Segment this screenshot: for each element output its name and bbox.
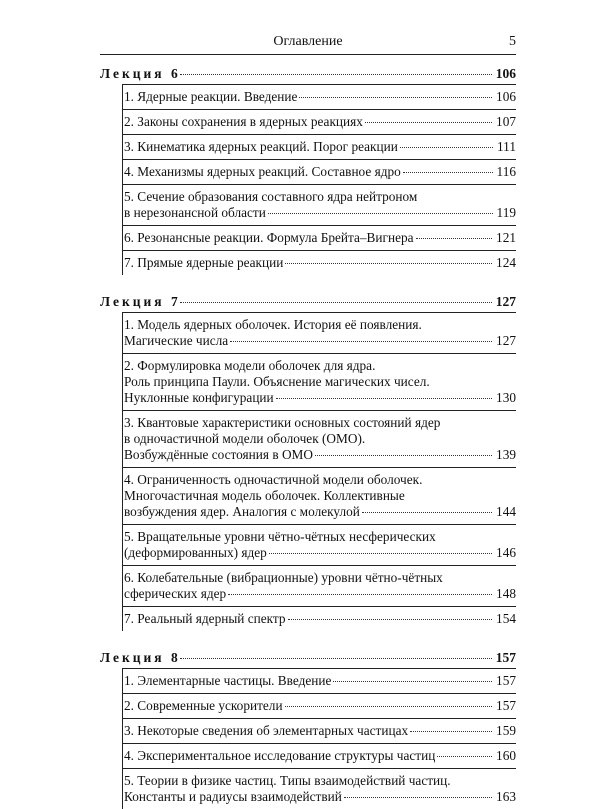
entry-page-number: 111 xyxy=(497,139,516,154)
entry-text-line: Многочастичная модель оболочек. Коллективные xyxy=(124,488,405,503)
dot-leader xyxy=(228,594,492,595)
entry-page-number: 139 xyxy=(496,447,516,462)
dot-leader xyxy=(180,658,492,659)
entry-text-line: 5. Теории в физике частиц. Типы взаимодействий частиц. xyxy=(124,773,451,788)
lecture-heading[interactable] xyxy=(100,648,516,668)
lecture-section xyxy=(100,292,516,631)
entry-text-line: 4. Экспериментальное исследование структуры частиц xyxy=(124,748,436,763)
dot-leader xyxy=(410,731,492,732)
entry-page-number: 116 xyxy=(496,164,516,179)
entry-page-number: 148 xyxy=(496,586,516,601)
entry-text-line: 6. Резонансные реакции. Формула Брейта–Вигнера xyxy=(124,230,414,245)
running-header xyxy=(100,34,516,55)
entry-text-line: в одночастичной модели оболочек (ОМО). xyxy=(124,431,366,446)
entry-text-line: Роль принципа Паули. Объяснение магических чисел. xyxy=(124,374,430,389)
dot-leader xyxy=(400,147,493,148)
entry-page-number: 121 xyxy=(496,230,516,245)
lecture-page-number: 127 xyxy=(495,294,516,309)
lecture-heading[interactable] xyxy=(100,292,516,312)
entry-page-number: 127 xyxy=(496,333,516,348)
entry-page-number: 106 xyxy=(496,89,516,104)
entry-text-line: 1. Элементарные частицы. Введение xyxy=(124,673,332,688)
dot-leader xyxy=(180,74,492,75)
entry-last-line xyxy=(124,723,516,739)
toc-entry[interactable] xyxy=(123,84,516,109)
lecture-number: 6 xyxy=(170,66,178,81)
toc-entry[interactable] xyxy=(123,718,516,743)
lecture-number: 8 xyxy=(170,650,178,665)
lecture-section xyxy=(100,64,516,275)
entry-text-line: 5. Сечение образования составного ядра нейтроном xyxy=(124,189,418,204)
entry-list xyxy=(122,668,516,809)
entry-text-line: 3. Некоторые сведения об элементарных частицах xyxy=(124,723,409,738)
dot-leader xyxy=(365,122,492,123)
entry-text-line: 2. Формулировка модели оболочек для ядра. xyxy=(124,358,376,373)
entry-text-line: Нуклонные конфигурации xyxy=(124,390,274,405)
toc-entry[interactable] xyxy=(123,524,516,565)
toc-entry[interactable] xyxy=(123,606,516,631)
entry-last-line xyxy=(124,230,516,246)
dot-leader xyxy=(288,619,493,620)
entry-text-line: 4. Ограниченность одночастичной модели оболочек. xyxy=(124,472,423,487)
entry-last-line xyxy=(124,586,516,602)
entry-last-line xyxy=(124,789,516,805)
entry-text-line: Возбуждённые состояния в ОМО xyxy=(124,447,313,462)
dot-leader xyxy=(333,681,492,682)
header-title: Оглавление xyxy=(273,34,343,49)
entry-last-line xyxy=(124,333,516,349)
dot-leader xyxy=(344,797,492,798)
entry-text-line: 7. Прямые ядерные реакции xyxy=(124,255,284,270)
toc-entry[interactable] xyxy=(123,768,516,809)
entry-last-line xyxy=(124,673,516,689)
lecture-number: 7 xyxy=(170,294,178,309)
toc-entry[interactable] xyxy=(123,743,516,768)
toc-entry[interactable] xyxy=(123,225,516,250)
toc-entry[interactable] xyxy=(123,668,516,693)
entry-text-line: 5. Вращательные уровни чётно-чётных несферических xyxy=(124,529,436,544)
lecture-page-number: 157 xyxy=(495,650,516,665)
entry-page-number: 124 xyxy=(496,255,516,270)
dot-leader xyxy=(315,455,492,456)
toc-entry[interactable] xyxy=(123,565,516,606)
entry-page-number: 163 xyxy=(496,789,516,804)
dot-leader xyxy=(180,302,492,303)
toc-entry[interactable] xyxy=(123,467,516,524)
entry-text-line: 2. Современные ускорители xyxy=(124,698,283,713)
lecture-label: Лекция xyxy=(100,294,165,309)
lecture-label: Лекция xyxy=(100,66,165,81)
entry-page-number: 159 xyxy=(496,723,516,738)
dot-leader xyxy=(403,172,493,173)
entry-last-line xyxy=(124,89,516,105)
entry-last-line xyxy=(124,504,516,520)
toc-entry[interactable] xyxy=(123,250,516,275)
entry-text-line: 1. Модель ядерных оболочек. История её появления. xyxy=(124,317,422,332)
toc-entry[interactable] xyxy=(123,410,516,467)
header-page-number: 5 xyxy=(509,34,516,49)
entry-last-line xyxy=(124,139,516,155)
entry-list xyxy=(122,84,516,275)
entry-last-line xyxy=(124,447,516,463)
entry-last-line xyxy=(124,698,516,714)
toc-entry[interactable] xyxy=(123,312,516,353)
entry-page-number: 160 xyxy=(496,748,516,763)
entry-page-number: 157 xyxy=(496,673,516,688)
toc-entry[interactable] xyxy=(123,134,516,159)
entry-last-line xyxy=(124,545,516,561)
dot-leader xyxy=(285,706,492,707)
entry-text-line: 7. Реальный ядерный спектр xyxy=(124,611,286,626)
entry-last-line xyxy=(124,611,516,627)
entry-page-number: 107 xyxy=(496,114,516,129)
entry-last-line xyxy=(124,164,516,180)
dot-leader xyxy=(437,756,492,757)
entry-text-line: 2. Законы сохранения в ядерных реакциях xyxy=(124,114,363,129)
entry-page-number: 146 xyxy=(496,545,516,560)
lecture-section xyxy=(100,648,516,809)
entry-page-number: 154 xyxy=(496,611,516,626)
entry-last-line xyxy=(124,748,516,764)
dot-leader xyxy=(362,512,492,513)
entry-last-line xyxy=(124,255,516,271)
dot-leader xyxy=(268,213,493,214)
entry-page-number: 119 xyxy=(496,205,516,220)
entry-text-line: 4. Механизмы ядерных реакций. Составное ядро xyxy=(124,164,401,179)
lecture-heading[interactable] xyxy=(100,64,516,84)
entry-text-line: Константы и радиусы взаимодействий xyxy=(124,789,342,804)
entry-page-number: 144 xyxy=(496,504,516,519)
toc-entry[interactable] xyxy=(123,159,516,184)
lecture-label: Лекция xyxy=(100,650,165,665)
table-of-contents xyxy=(100,64,516,809)
entry-list xyxy=(122,312,516,631)
entry-text-line: сферических ядер xyxy=(124,586,227,601)
dot-leader xyxy=(416,238,492,239)
entry-text-line: в нерезонансной области xyxy=(124,205,266,220)
toc-entry[interactable] xyxy=(123,353,516,410)
entry-text-line: 1. Ядерные реакции. Введение xyxy=(124,89,298,104)
entry-text-line: 3. Квантовые характеристики основных состояний ядер xyxy=(124,415,441,430)
entry-page-number: 130 xyxy=(496,390,516,405)
dot-leader xyxy=(276,398,492,399)
entry-text-line: 6. Колебательные (вибрационные) уровни чётно-чётных xyxy=(124,570,443,585)
entry-page-number: 157 xyxy=(496,698,516,713)
lecture-page-number: 106 xyxy=(495,66,516,81)
entry-text-line: Магические числа xyxy=(124,333,229,348)
entry-text-line: возбуждения ядер. Аналогия с молекулой xyxy=(124,504,360,519)
entry-text-line: (деформированных) ядер xyxy=(124,545,267,560)
dot-leader xyxy=(299,97,492,98)
entry-last-line xyxy=(124,205,516,221)
toc-entry[interactable] xyxy=(123,109,516,134)
dot-leader xyxy=(269,553,492,554)
entry-last-line xyxy=(124,114,516,130)
entry-last-line xyxy=(124,390,516,406)
toc-entry[interactable] xyxy=(123,184,516,225)
dot-leader xyxy=(285,263,492,264)
toc-entry[interactable] xyxy=(123,693,516,718)
entry-text-line: 3. Кинематика ядерных реакций. Порог реакции xyxy=(124,139,398,154)
dot-leader xyxy=(230,341,492,342)
